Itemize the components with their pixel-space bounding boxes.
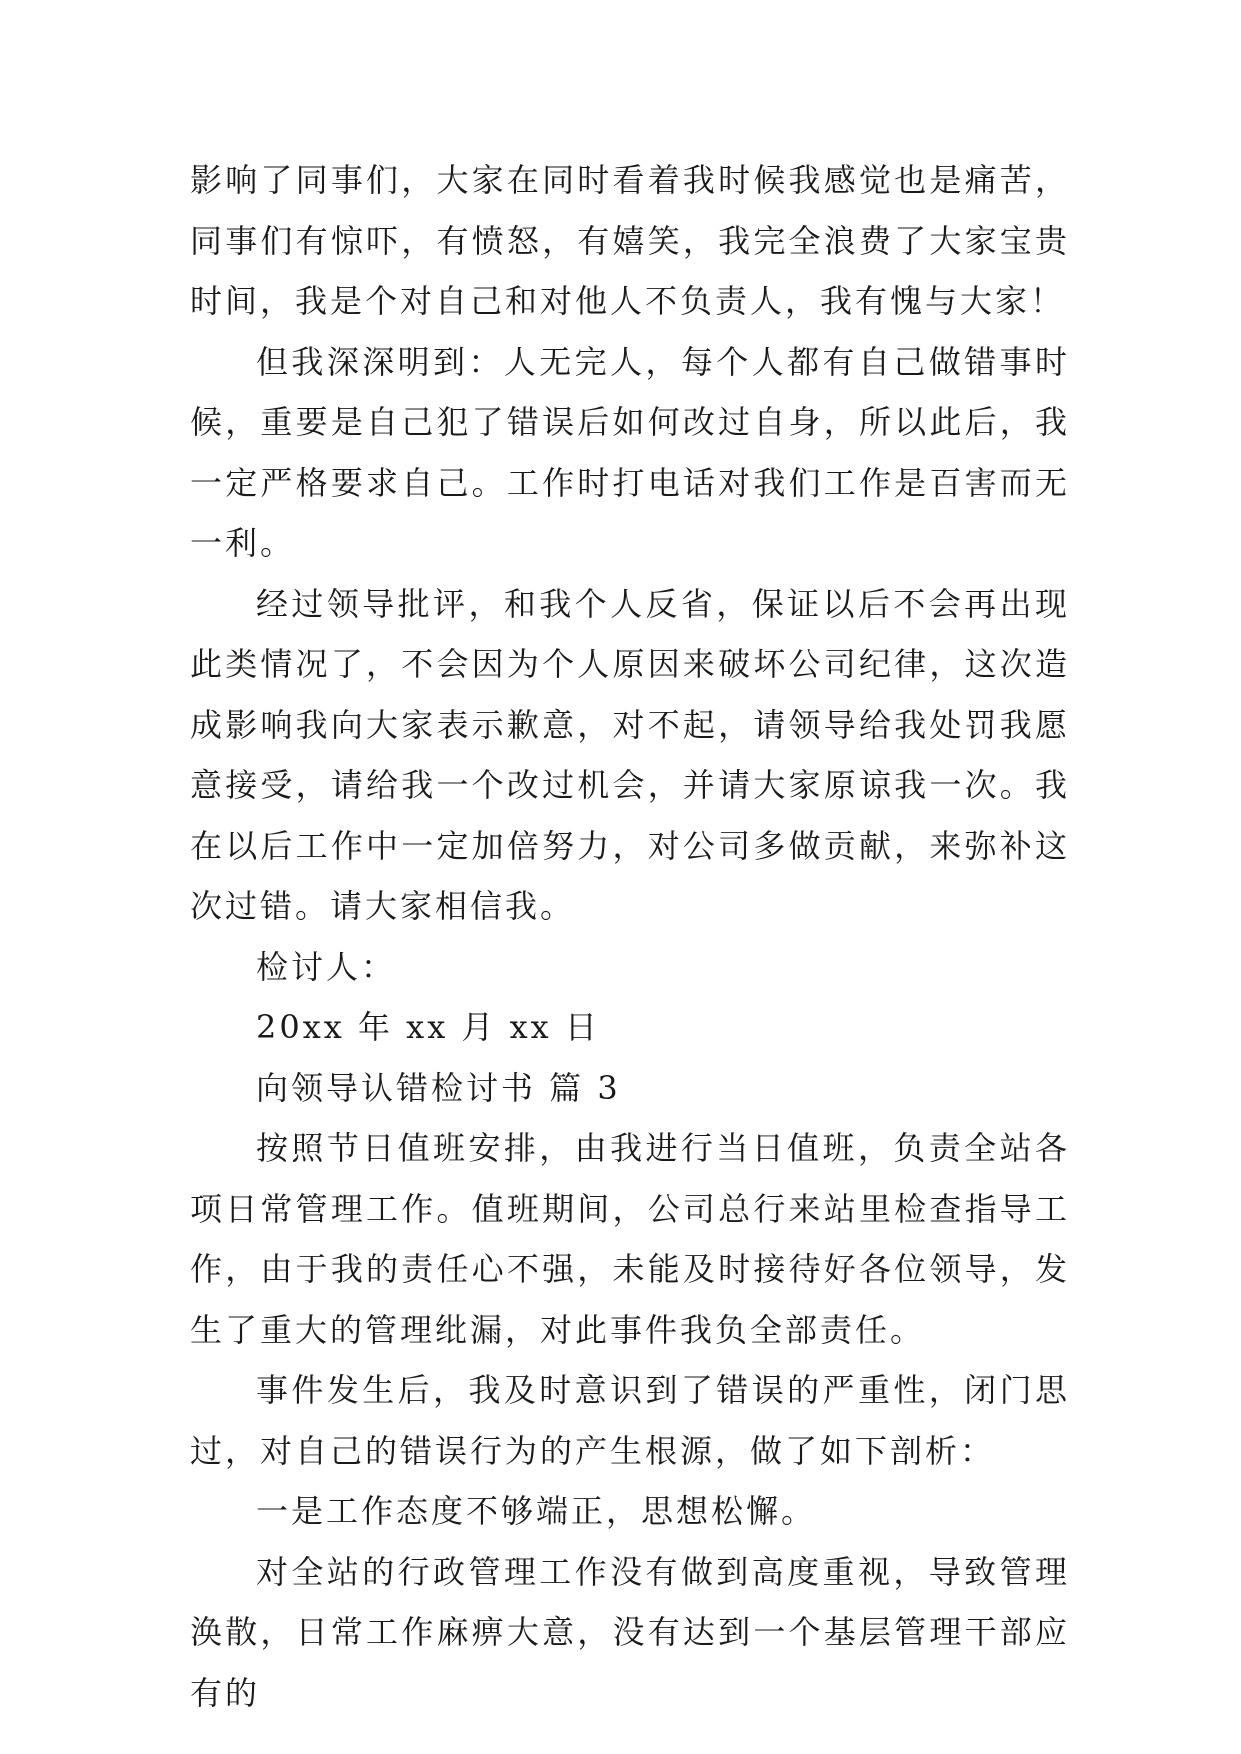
paragraph-nobody-perfect: 但我深深明到：人无完人，每个人都有自己做错事时候，重要是自己犯了错误后如何改过自身，所以此后，我一定严格要求自己。工作时打电话对我们工作是百害而无一利。 [190,342,1070,562]
paragraph-management: 对全站的行政管理工作没有做到高度重视，导致管理涣散，日常工作麻痹大意，没有达到一个基层管理干部应有的 [190,1552,1070,1712]
paragraph-point-one: 一是工作态度不够端正，思想松懈。 [256,1492,817,1530]
paragraph-after-incident: 事件发生后，我及时意识到了错误的严重性，闭门思过，对自己的错误行为的产生根源，做了如下剖析： [190,1371,1070,1470]
paragraph-promise: 经过领导批评，和我个人反省，保证以后不会再出现此类情况了，不会因为个人原因来破坏公司纪律，这次造成影响我向大家表示歉意，对不起，请领导给我处罚我愿意接受，请给我一个改过机会，并请大家原谅我一次。我在以后工作中一定加倍努力，对公司多做贡献，来弥补这次过错。请大家相信我。 [190,584,1070,925]
document-body [190,150,1070,1723]
section-heading: 向领导认错检讨书 篇 3 [256,1068,621,1107]
paragraph-colleagues-impact: 影响了同事们，大家在同时看着我时候我感觉也是痛苦，同事们有惊吓，有愤怒，有嬉笑，我完全浪费了大家宝贵时间，我是个对自己和对他人不负责人，我有愧与大家！ [190,161,1070,320]
paragraph-duty-arrangement: 按照节日值班安排，由我进行当日值班，负责全站各项日常管理工作。值班期间，公司总行来站里检查指导工作，由于我的责任心不强，未能及时接待好各位领导，发生了重大的管理纰漏，对此事件我负全部责任。 [190,1129,1070,1349]
signature-label: 检讨人： [256,947,397,986]
date-line: 20xx 年 xx 月 xx 日 [256,1008,600,1046]
